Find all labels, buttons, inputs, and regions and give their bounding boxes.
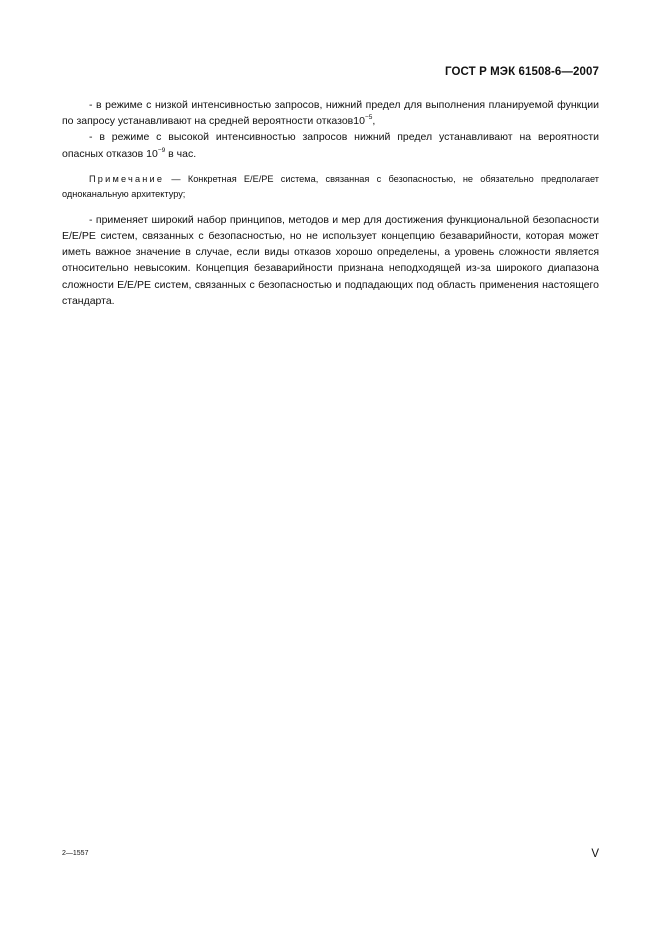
note-label: Примечание bbox=[89, 173, 165, 184]
document-header: ГОСТ Р МЭК 61508-6—2007 bbox=[445, 66, 599, 78]
paragraph-tail: , bbox=[372, 115, 376, 128]
paragraph-principles: - применяет широкий набор принципов, методов и мер для достижения функциональной безопасности Е/Е/РЕ систем, связанных с безопасностью, но не использует концепцию безаварийности, которая может иметь важное значение в случае, если виды отказов хорошо определены, а уровень сложности является относительно невысоким. Концепция безаварийности признана неподходящей из-за широкого диапазона сложности Е/Е/РЕ систем, связанных с безопасностью и подпадающих под область применения настоящего стандарта. bbox=[62, 213, 599, 307]
exponent: −5 bbox=[364, 114, 373, 122]
paragraph-tail: в час. bbox=[165, 147, 197, 160]
document-body bbox=[62, 97, 599, 309]
note bbox=[62, 172, 599, 202]
page-number: V bbox=[591, 848, 599, 860]
paragraph-text: - в режиме с высокой интенсивностью запросов нижний предел устанавливают на вероятности опасных отказов 10 bbox=[62, 131, 599, 160]
exponent: −9 bbox=[157, 146, 166, 154]
paragraph-high-demand bbox=[62, 129, 599, 161]
paragraph-low-demand bbox=[62, 97, 599, 129]
paragraph-text: - в режиме с низкой интенсивностью запросов, нижний предел для выполнения планируемой функции по запросу устанавливают на средней вероятности отказов10 bbox=[62, 99, 599, 128]
print-code: 2—1557 bbox=[62, 850, 89, 857]
note-text: — Конкретная Е/Е/РЕ система, связанная с безопасностью, не обязательно предполагает одноканальную архитектуру; bbox=[62, 173, 599, 199]
